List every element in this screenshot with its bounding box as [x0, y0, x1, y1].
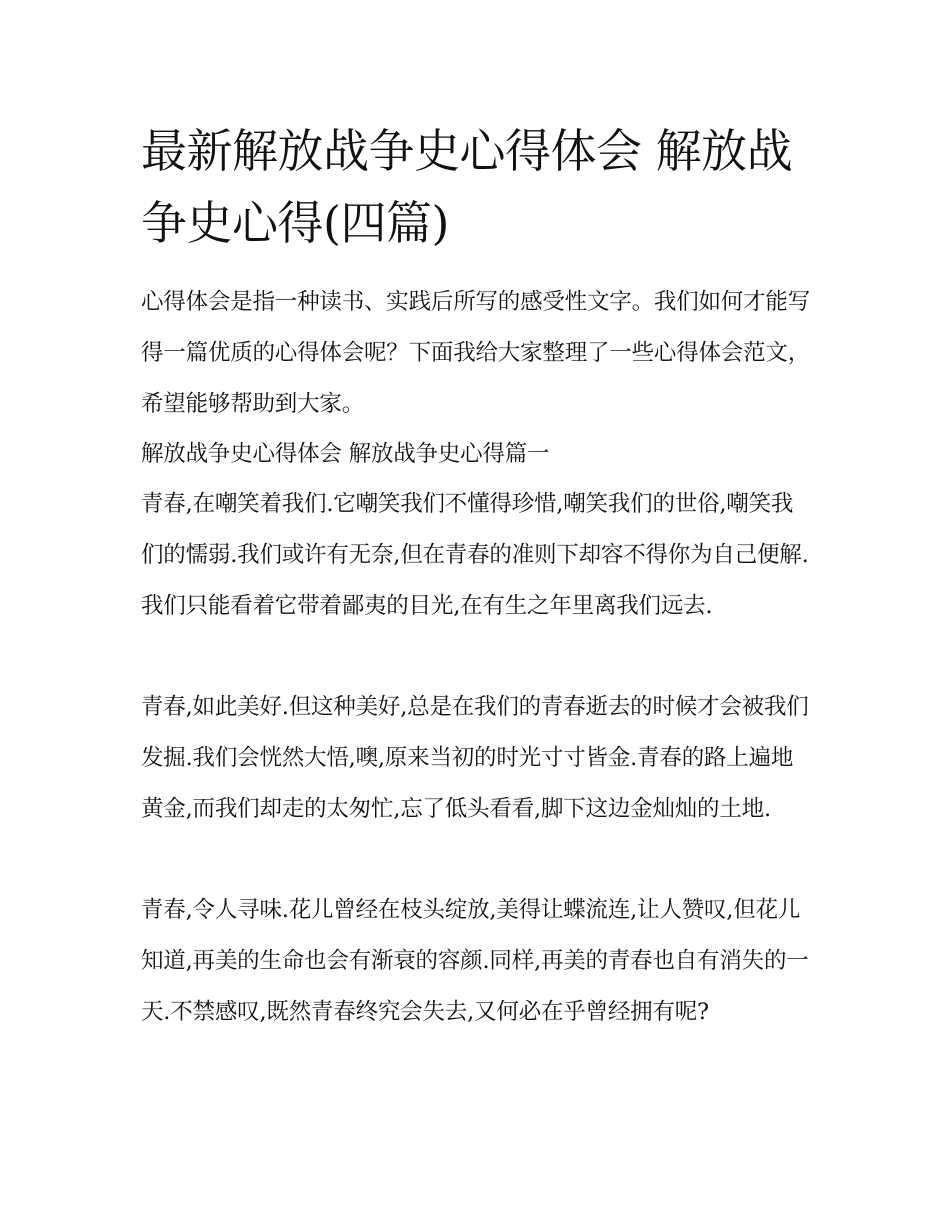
section-heading: 解放战争史心得体会 解放战争史心得篇一: [141, 441, 550, 467]
body-paragraph-2: 青春,如此美好.但这种美好,总是在我们的青春逝去的时候才会被我们发掘.我们会恍然大悟,噢,原来当初的时光寸寸皆金.青春的路上遍地黄金,而我们却走的太匆忙,忘了低头看看,脚下这边金灿灿的土地.: [141, 694, 809, 822]
document-title: 最新解放战争史心得体会 解放战争史心得(四篇): [141, 124, 793, 250]
body-paragraph-1: 青春,在嘲笑着我们.它嘲笑我们不懂得珍惜,嘲笑我们的世俗,嘲笑我们的懦弱.我们或许有无奈,但在青春的准则下却容不得你为自己便解.我们只能看着它带着鄙夷的目光,在有生之年里离我们远去.: [141, 491, 809, 619]
intro-paragraph: 心得体会是指一种读书、实践后所写的感受性文字。我们如何才能写得一篇优质的心得体会呢？下面我给大家整理了一些心得体会范文，希望能够帮助到大家。: [141, 289, 811, 417]
body-paragraph-3: 青春,令人寻味.花儿曾经在枝头绽放,美得让蝶流连,让人赞叹,但花儿知道,再美的生命也会有渐衰的容颜.同样,再美的青春也自有消失的一天.不禁感叹,既然青春终究会失去,又何必在乎曾经拥有呢?: [141, 897, 809, 1025]
